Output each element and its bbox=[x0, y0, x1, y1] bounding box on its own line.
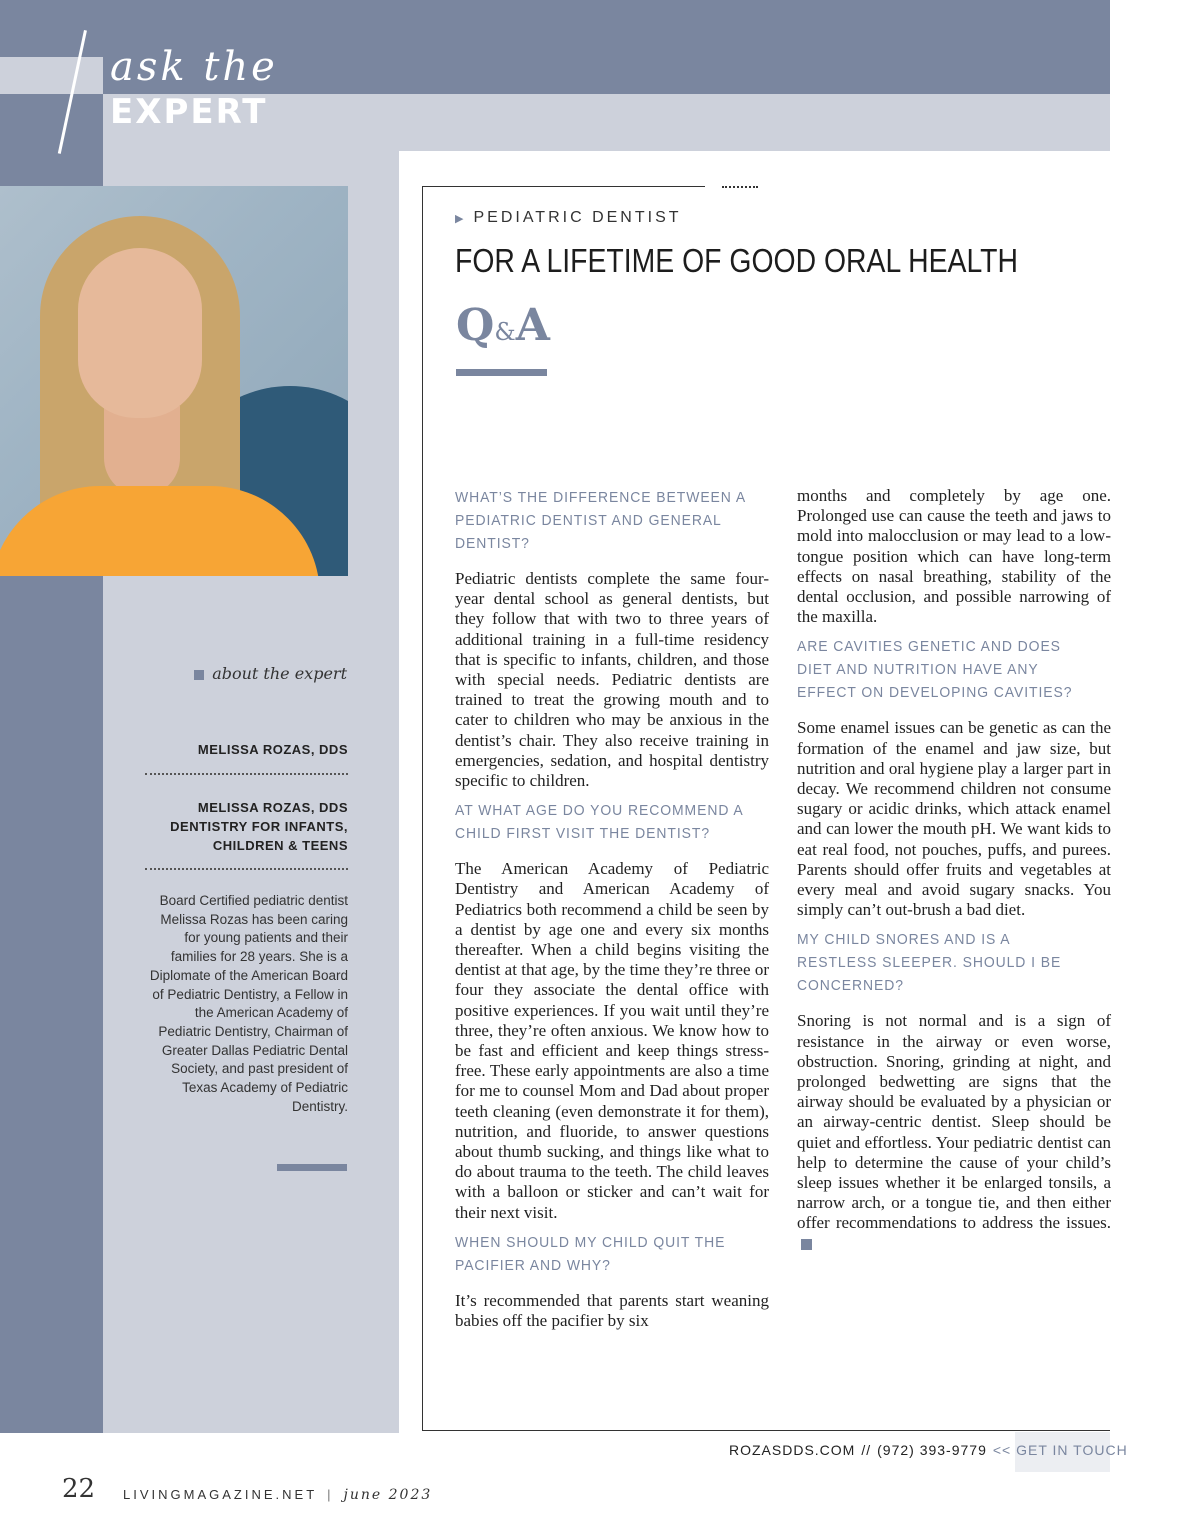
frame-left-rule bbox=[422, 186, 423, 1431]
end-mark-icon bbox=[801, 1239, 812, 1250]
article-headline: FOR A LIFETIME OF GOOD ORAL HEALTH bbox=[455, 242, 1018, 279]
qa-underline-bar bbox=[456, 369, 547, 376]
about-label-text: about the expert bbox=[212, 664, 347, 683]
answer-paragraph-continued: months and completely by age one. Prolonged use can cause the teeth and jaws to mold into malocclusion or may lead to a low-tongue position which can have long-term effects on nasal breathing, stability of the dental occlusion, and possible narrowing of the maxilla. bbox=[797, 486, 1111, 627]
page-number: 22 bbox=[62, 1474, 96, 1504]
article-kicker bbox=[455, 209, 682, 227]
contact-separator: // bbox=[861, 1442, 872, 1458]
contact-line bbox=[729, 1442, 1128, 1458]
dotted-divider bbox=[145, 773, 348, 775]
footer-site: LIVINGMAGAZINE.NET bbox=[123, 1487, 318, 1502]
square-bullet-icon bbox=[194, 670, 204, 680]
question-heading: WHEN SHOULD MY CHILD QUIT THE PACIFIER AND WHY? bbox=[455, 1233, 726, 1274]
question-heading: AT WHAT AGE DO YOU RECOMMEND A CHILD FIRST VISIT THE DENTIST? bbox=[455, 802, 743, 843]
play-triangle-icon: ▶ bbox=[455, 213, 464, 225]
question-heading: WHAT’S THE DIFFERENCE BETWEEN A PEDIATRIC DENTIST AND GENERAL DENTIST? bbox=[455, 489, 746, 552]
answer-paragraph: Pediatric dentists complete the same four-year dental school as general dentists, but they follow that with two to three years of additional training in a full-time residency that is specific to infants, children, and those with special needs. Pediatric dentists are trained to treat the growing mouth and to cater to children who may be anxious in the dentist’s chair. They also receive training in emergencies, sedation, and hospital dentistry specific to children. bbox=[455, 569, 769, 791]
article-column-1 bbox=[455, 486, 769, 1339]
kicker-text: PEDIATRIC DENTIST bbox=[473, 209, 682, 226]
final-answer-text: Snoring is not normal and is a sign of resistance in the airway or even worse, obstruction. Snoring, grinding at night, and prolonged bedwetting are signs that the airway should be evaluated by a physician or an airway-centric dentist. Sleep should be quiet and effortless. Your pediatric dentist can help to determine the cause of your child’s sleep issues whether it be enlarged tonsils, a narrow arch, or a tongue tie, and then either offer recommendations to address the issues. bbox=[797, 1011, 1111, 1233]
frame-top-rule bbox=[423, 186, 705, 187]
masthead-ask-the: ask the bbox=[110, 44, 278, 90]
dotted-divider bbox=[145, 868, 348, 870]
answer-paragraph-final bbox=[797, 1011, 1111, 1253]
practice-line: MELISSA ROZAS, DDS bbox=[197, 800, 348, 815]
article-column-2 bbox=[797, 486, 1111, 1262]
expert-name: MELISSA ROZAS, DDS bbox=[197, 742, 348, 757]
about-the-expert-label bbox=[160, 664, 347, 683]
header-tab-accent bbox=[0, 57, 103, 94]
website-link[interactable]: ROZASDDS.COM bbox=[729, 1442, 856, 1458]
practice-line: DENTISTRY FOR INFANTS, bbox=[170, 819, 348, 834]
phone-number[interactable]: (972) 393-9779 bbox=[877, 1442, 987, 1458]
bio-accent-bar bbox=[277, 1164, 347, 1171]
answer-paragraph: Some enamel issues can be genetic as can the formation of the enamel and jaw size, but nutrition and oral hygiene play a larger part in decay. We recommend children not consume sugary or acidic drinks, which attack enamel and can lower the mouth pH. We want kids to eat real food, not pouches, puffs, and purees. Parents should offer fruits and vegetables at every meal and avoid sugary snacks. You simply can’t out-brush a bad diet. bbox=[797, 718, 1111, 920]
answer-paragraph: The American Academy of Pediatric Dentistry and American Academy of Pediatrics both recommend a child be seen by a dentist by age one and every six months thereafter. When a child begins visiting the dentist at that age, by the time they’re three or four they associate the dental office with positive experiences. If you wait until they’re three, they’re often anxious. We know how to be fast and efficient and keep things stress-free. These early appointments are also a time for me to counsel Mom and Dad about proper teeth cleaning (even demonstrate it for them), nutrition, and fluoride, to answer questions about thumb sucking, and things like what to do about trauma to the teeth. The child leaves with a balloon or sticker and can’t wait for their next visit. bbox=[455, 859, 769, 1222]
frame-dotted-rule bbox=[722, 186, 758, 188]
masthead-expert: EXPERT bbox=[110, 92, 268, 132]
expert-portrait-photo bbox=[0, 186, 348, 576]
get-in-touch-link[interactable]: << GET IN TOUCH bbox=[992, 1442, 1128, 1458]
question-heading: MY CHILD SNORES AND IS A RESTLESS SLEEPER. SHOULD I BE CONCERNED? bbox=[797, 931, 1062, 995]
qa-logo-a: A bbox=[515, 300, 550, 351]
answer-paragraph: It’s recommended that parents start weaning babies off the pacifier by six bbox=[455, 1290, 769, 1331]
question-heading: ARE CAVITIES GENETIC AND DOES DIET AND NUTRITION HAVE ANY EFFECT ON DEVELOPING CAVITIES? bbox=[797, 638, 1073, 702]
practice-line: CHILDREN & TEENS bbox=[212, 838, 348, 853]
footer-masthead bbox=[123, 1487, 432, 1503]
qa-logo-amp: & bbox=[494, 318, 516, 346]
photo-neck bbox=[104, 406, 180, 496]
footer-issue-date: june 2023 bbox=[343, 1487, 433, 1503]
expert-bio: Board Certified pediatric dentist Melissa Rozas has been caring for young patients and their families for 28 years. She is a Diplomate of the American Board of Pediatric Dentistry, a Fellow in the American Academy of Pediatric Dentistry, Chairman of Greater Dallas Pediatric Dental Society, and past president of Texas Academy of Pediatric Dentistry. bbox=[149, 893, 348, 1114]
qa-logo-q: Q bbox=[456, 300, 495, 351]
practice-block bbox=[150, 798, 348, 855]
qa-logo bbox=[456, 300, 550, 351]
photo-face bbox=[78, 248, 202, 418]
footer-pipe: | bbox=[327, 1487, 334, 1502]
frame-bottom-rule bbox=[422, 1430, 1110, 1431]
